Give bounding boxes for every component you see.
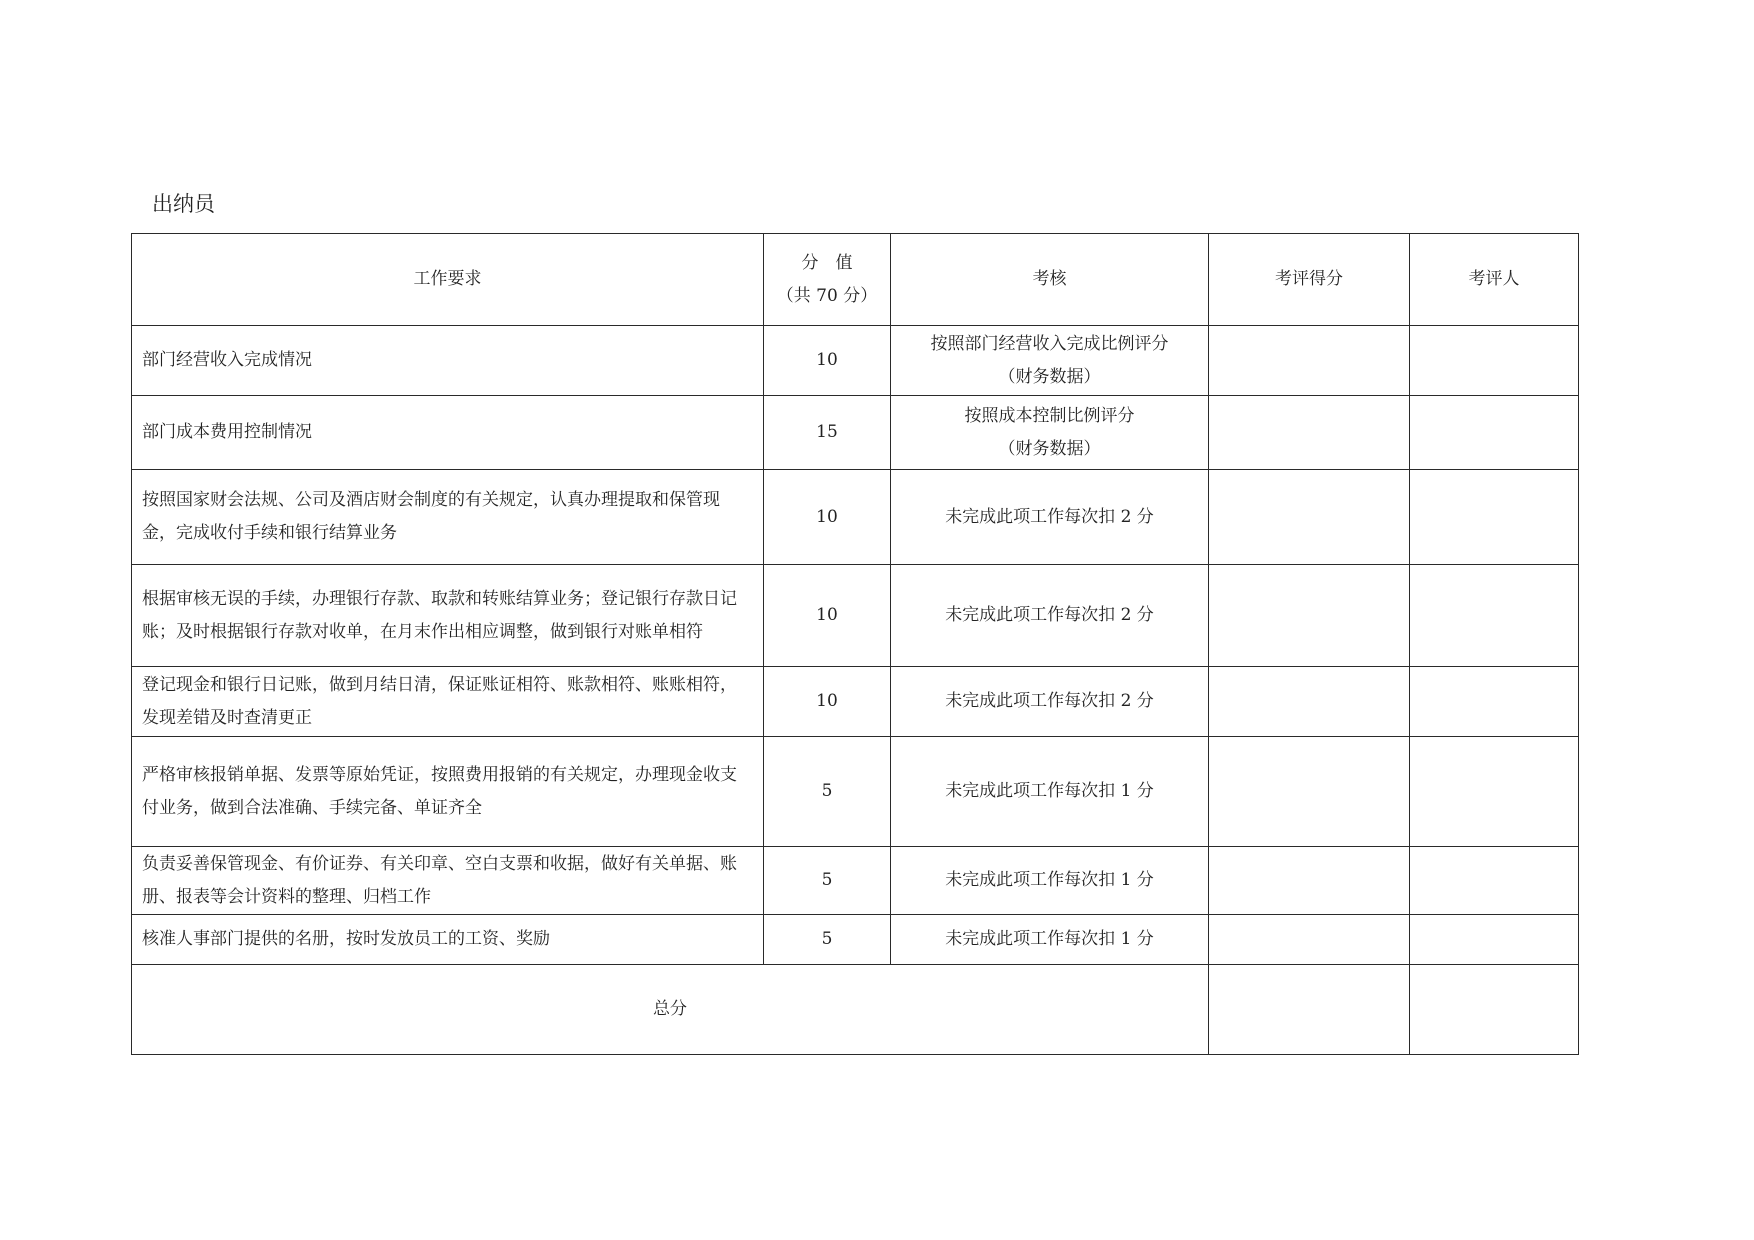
requirement-cell: 登记现金和银行日记账，做到月结日清，保证账证相符、账款相符、账账相符，发现差错及时查清更正 (132, 667, 764, 737)
assessment-rule: 按照部门经营收入完成比例评分 (930, 333, 1169, 354)
table-row (132, 915, 1579, 965)
table-header-row (132, 234, 1579, 326)
total-label: 总分 (132, 965, 1209, 1055)
score-cell: 10 (764, 326, 891, 396)
assessment-rule: 按照成本控制比例评分 (964, 405, 1135, 426)
evaluator-cell (1410, 396, 1579, 470)
eval-score-cell (1209, 470, 1410, 565)
eval-score-cell (1209, 737, 1410, 847)
score-cell: 5 (764, 847, 891, 915)
evaluator-cell (1410, 915, 1579, 965)
score-cell: 5 (764, 737, 891, 847)
eval-score-cell (1209, 396, 1410, 470)
assessment-note: （财务数据） (998, 366, 1101, 387)
score-cell: 10 (764, 470, 891, 565)
table-row (132, 326, 1579, 396)
assessment-cell: 未完成此项工作每次扣 2 分 (891, 470, 1209, 565)
assessment-cell: 未完成此项工作每次扣 1 分 (891, 737, 1209, 847)
score-cell: 10 (764, 565, 891, 667)
eval-score-cell (1209, 847, 1410, 915)
requirement-cell: 部门经营收入完成情况 (132, 326, 764, 396)
score-cell: 15 (764, 396, 891, 470)
total-row (132, 965, 1579, 1055)
total-evaluator-cell (1410, 965, 1579, 1055)
eval-score-cell (1209, 915, 1410, 965)
table-row (132, 737, 1579, 847)
table-row (132, 667, 1579, 737)
total-eval-score-cell (1209, 965, 1410, 1055)
assessment-cell (891, 396, 1209, 470)
assessment-cell: 未完成此项工作每次扣 2 分 (891, 667, 1209, 737)
document-title: 出纳员 (152, 192, 215, 216)
header-assessment: 考核 (891, 234, 1209, 326)
requirement-cell: 按照国家财会法规、公司及酒店财会制度的有关规定，认真办理提取和保管现金，完成收付手续和银行结算业务 (132, 470, 764, 565)
assessment-cell: 未完成此项工作每次扣 1 分 (891, 915, 1209, 965)
table-row (132, 847, 1579, 915)
header-eval-score: 考评得分 (1209, 234, 1410, 326)
header-score-label: 分 值 (801, 252, 853, 273)
assessment-cell (891, 326, 1209, 396)
header-score-total: （共 70 分） (776, 285, 878, 306)
table-row (132, 565, 1579, 667)
evaluator-cell (1410, 565, 1579, 667)
evaluator-cell (1410, 737, 1579, 847)
eval-score-cell (1209, 667, 1410, 737)
requirement-cell: 严格审核报销单据、发票等原始凭证，按照费用报销的有关规定，办理现金收支付业务，做到合法准确、手续完备、单证齐全 (132, 737, 764, 847)
score-cell: 10 (764, 667, 891, 737)
eval-score-cell (1209, 326, 1410, 396)
evaluator-cell (1410, 326, 1579, 396)
requirement-cell: 部门成本费用控制情况 (132, 396, 764, 470)
eval-score-cell (1209, 565, 1410, 667)
evaluator-cell (1410, 847, 1579, 915)
table-row (132, 470, 1579, 565)
score-cell: 5 (764, 915, 891, 965)
requirement-cell: 负责妥善保管现金、有价证券、有关印章、空白支票和收据，做好有关单据、账册、报表等会计资料的整理、归档工作 (132, 847, 764, 915)
header-requirement: 工作要求 (132, 234, 764, 326)
assessment-cell: 未完成此项工作每次扣 1 分 (891, 847, 1209, 915)
table-row (132, 396, 1579, 470)
requirement-cell: 核准人事部门提供的名册，按时发放员工的工资、奖励 (132, 915, 764, 965)
requirement-cell: 根据审核无误的手续，办理银行存款、取款和转账结算业务；登记银行存款日记账；及时根据银行存款对收单，在月末作出相应调整，做到银行对账单相符 (132, 565, 764, 667)
assessment-note: （财务数据） (998, 438, 1101, 459)
header-evaluator: 考评人 (1410, 234, 1579, 326)
assessment-cell: 未完成此项工作每次扣 2 分 (891, 565, 1209, 667)
evaluator-cell (1410, 470, 1579, 565)
assessment-table (131, 233, 1579, 1055)
header-score (764, 234, 891, 326)
evaluator-cell (1410, 667, 1579, 737)
